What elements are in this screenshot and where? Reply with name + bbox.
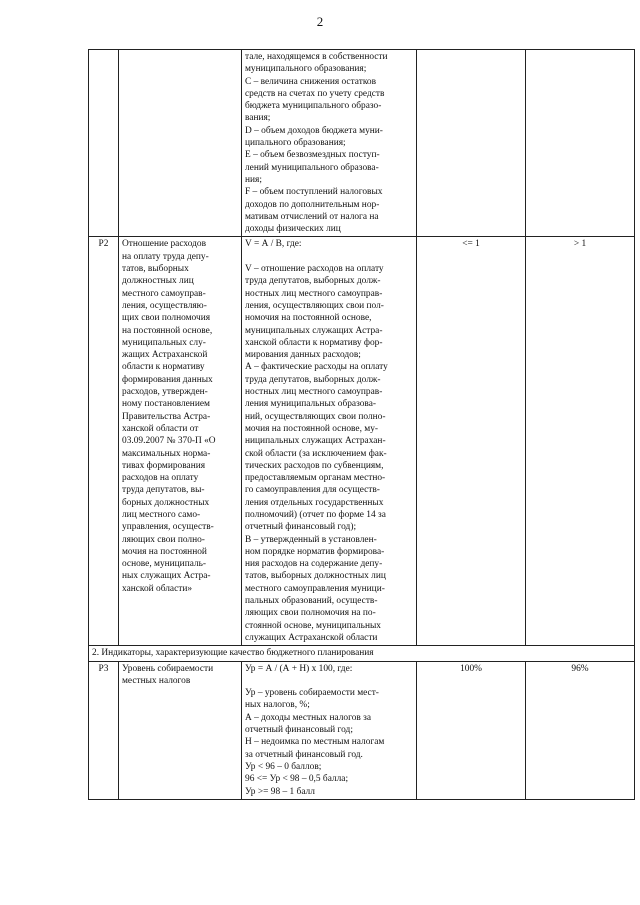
text-line: пальных образований, осуществ- (245, 596, 378, 607)
text-line: труда депутатов, выборных долж- (245, 276, 381, 287)
text-line: мирования данных расходов; (245, 350, 361, 361)
text-line: отчетный финансовый год); (245, 522, 357, 533)
name-cell (119, 50, 242, 237)
value-threshold-a: <= 1 (417, 237, 526, 646)
text-line: ципального образования; (245, 138, 346, 149)
formula-cell (242, 237, 417, 646)
text-line: мочия на постоянной (122, 546, 207, 557)
formula-cell (242, 50, 417, 237)
text-line: муниципальных служащих Астра- (245, 325, 383, 336)
text-line: средств на счетах по учету средств (245, 88, 385, 99)
text-line: ской области (за исключением фак- (245, 448, 387, 459)
text-line: вания; (245, 113, 271, 124)
text-line: расходов, утвержден- (122, 387, 208, 398)
text-line: тале, находящемся в собственности (245, 52, 388, 62)
code-cell (89, 50, 119, 237)
table-row-continuation (89, 50, 635, 237)
text-line: ления отдельных государственных (245, 497, 384, 508)
text-line: Н – недоимка по местным налогам (245, 737, 385, 748)
text-line: 96 <= Ур < 98 – 0,5 балла; (245, 774, 349, 785)
text-line: ниципальных служащих Астрахан- (245, 436, 386, 447)
text-line: труда депутатов, вы- (122, 485, 205, 496)
text-line: ханской области к нормативу фор- (245, 337, 383, 348)
indicator-code: Р3 (89, 661, 119, 799)
indicator-code: Р2 (89, 237, 119, 646)
text-line: максимальных норма- (122, 448, 211, 459)
text-line: отчетный финансовый год; (245, 725, 353, 736)
text-line: Ур < 96 – 0 баллов; (245, 761, 322, 772)
text-line: номочия на постоянной основе, (245, 313, 372, 324)
text-line: Отношение расходов (122, 239, 207, 250)
text-line: мочия на постоянной основе, му- (245, 423, 379, 434)
text-line: ному постановлением (122, 399, 210, 410)
text-line: С – величина снижения остатков (245, 76, 377, 87)
text-line: ностных лиц местного самоуправ- (245, 387, 383, 398)
text-line: щих свои полномочия (122, 313, 211, 324)
page-number: 2 (316, 14, 324, 29)
text-line: Ур – уровень собираемости мест- (245, 688, 379, 699)
text-line: бюджета муниципального образо- (245, 101, 382, 112)
text-line: В – утвержденный в установлен- (245, 534, 377, 545)
text-line: лений муниципального образова- (245, 162, 379, 173)
text-line: Ур >= 98 – 1 балл (245, 786, 315, 797)
text-line: ния расходов на содержание депу- (245, 559, 383, 570)
text-line: доходов по дополнительным нор- (245, 199, 380, 210)
text-line: Ур = А / (А + Н) х 100, где: (245, 663, 353, 674)
text-line: на оплату труда депу- (122, 251, 209, 262)
text-line: А – фактические расходы на оплату (245, 362, 388, 373)
text-line: тивах формирования (122, 460, 206, 471)
text-line: расходов на оплату (122, 473, 199, 484)
text-line: ханской области» (122, 583, 193, 594)
text-line: доходы физических лиц (245, 224, 341, 235)
value-threshold-b: 96% (526, 661, 635, 799)
text-line: борных должностных (122, 497, 210, 508)
text-line: го самоуправления для осуществ- (245, 485, 380, 496)
text-line: управления, осуществ- (122, 522, 214, 533)
formula-cell (242, 661, 417, 799)
text-line: ханской области от (122, 423, 199, 434)
text-line: ляющих свои полно- (122, 534, 205, 545)
text-line: жащих Астраханской (122, 350, 208, 361)
text-line: служащих Астраханской области (245, 632, 378, 643)
value-threshold-a: 100% (417, 661, 526, 799)
text-line: А – доходы местных налогов за (245, 712, 372, 723)
text-line: области к нормативу (122, 362, 205, 373)
section-title: 2. Индикаторы, характеризующие качество бюджетного планирования (89, 646, 635, 661)
table-row-p2 (89, 237, 635, 646)
text-line: лиц местного само- (122, 509, 201, 520)
value-threshold-b: > 1 (526, 237, 635, 646)
text-line (245, 675, 413, 687)
text-line: ления, осуществляющих свои пол- (245, 300, 384, 311)
text-line: на постоянной основе, (122, 325, 213, 336)
text-line: Е – объем безвозмездных поступ- (245, 150, 380, 161)
text-line: V – отношение расходов на оплату (245, 264, 384, 275)
text-line: стоянной основе, муниципальных (245, 620, 381, 631)
value-cell (417, 50, 526, 237)
text-line: основе, муниципаль- (122, 559, 207, 570)
text-line: татов, выборных (122, 264, 189, 275)
text-line: мативам отчислений от налога на (245, 211, 379, 222)
indicator-table (88, 49, 635, 800)
text-line (245, 251, 413, 263)
text-line: татов, выборных должностных лиц (245, 571, 386, 582)
text-line: муниципальных слу- (122, 337, 206, 348)
text-line: ляющих свои полномочия на по- (245, 608, 376, 619)
indicator-name (119, 237, 242, 646)
text-line: F – объем поступлений налоговых (245, 187, 383, 198)
text-line: полномочий) (отчет по форме 14 за (245, 509, 386, 520)
text-line: муниципального образования; (245, 64, 367, 75)
text-line: Правительства Астра- (122, 411, 211, 422)
text-line: 03.09.2007 № 370-П «О (122, 436, 216, 447)
text-line: ных налогов, %; (245, 700, 310, 711)
text-line: Уровень собираемости (122, 663, 214, 674)
text-line: должностных лиц (122, 276, 194, 287)
text-line: труда депутатов, выборных долж- (245, 374, 381, 385)
text-line: D – объем доходов бюджета муни- (245, 125, 383, 136)
text-line: ний, осуществляющих свои полно- (245, 411, 386, 422)
text-line: ностных лиц местного самоуправ- (245, 288, 383, 299)
text-line: местных налогов (122, 675, 191, 686)
indicator-name (119, 661, 242, 799)
text-line: предоставляемым органам местно- (245, 473, 386, 484)
text-line: ления, осуществляю- (122, 300, 207, 311)
text-line: ния; (245, 174, 262, 185)
value-cell (526, 50, 635, 237)
text-line: формирования данных (122, 374, 213, 385)
text-line: ных служащих Астра- (122, 571, 211, 582)
text-line: тических расходов по субвенциям, (245, 460, 384, 471)
text-line: местного самоуправления муници- (245, 583, 385, 594)
text-line: местного самоуправ- (122, 288, 206, 299)
text-line: ления муниципальных образова- (245, 399, 377, 410)
text-line: за отчетный финансовый год. (245, 749, 363, 760)
text-line: V = А / В, где: (245, 239, 302, 250)
table-row-p3 (89, 661, 635, 799)
section-header-row (89, 646, 635, 661)
text-line: ном порядке норматив формирова- (245, 546, 385, 557)
